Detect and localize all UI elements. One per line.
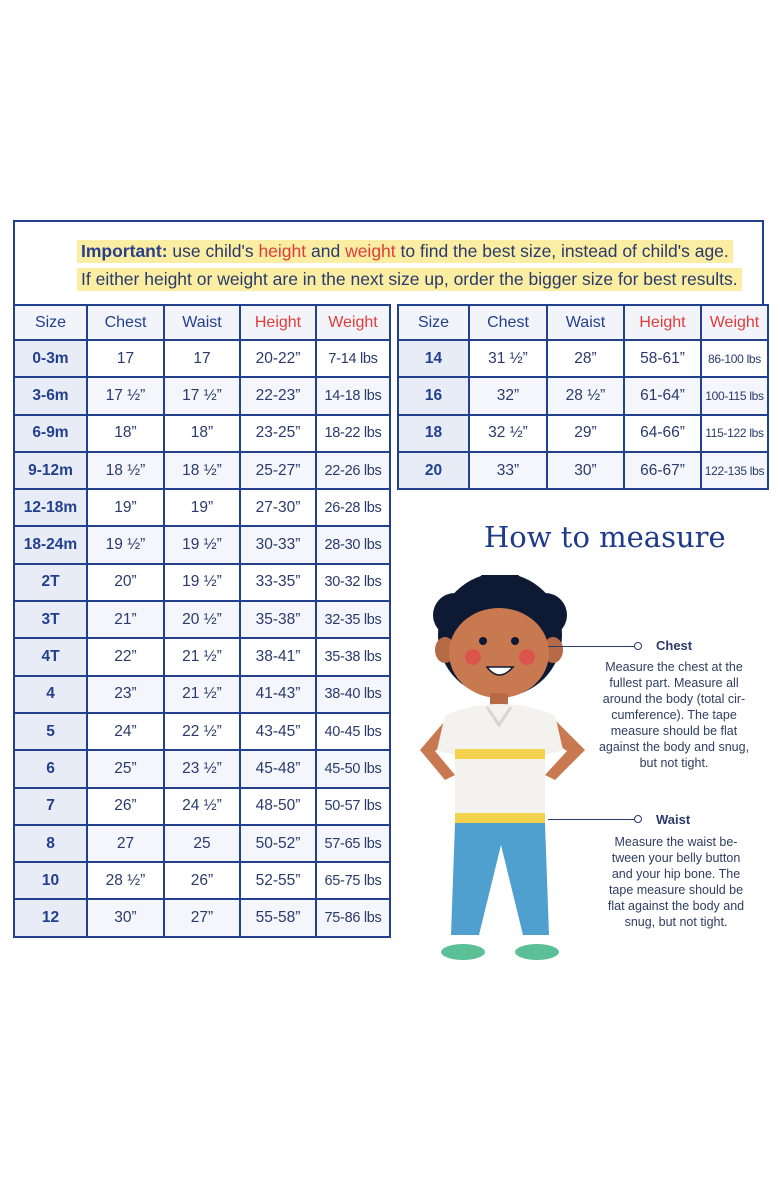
cell-size: 14 <box>398 340 469 377</box>
cell-chest: 27 <box>87 825 164 862</box>
column-header-size: Size <box>398 305 469 340</box>
table-row <box>14 452 390 489</box>
cell-size: 9-12m <box>14 452 87 489</box>
table-row <box>14 676 390 713</box>
cell-weight: 38-40 lbs <box>316 676 390 713</box>
column-header-waist: Waist <box>547 305 624 340</box>
cell-height: 23-25” <box>240 415 316 452</box>
child-illustration <box>405 575 605 970</box>
cell-weight: 115-122 lbs <box>701 415 768 452</box>
cell-weight: 40-45 lbs <box>316 713 390 750</box>
cell-weight: 28-30 lbs <box>316 526 390 563</box>
cell-weight: 14-18 lbs <box>316 377 390 414</box>
cell-size: 6 <box>14 750 87 787</box>
notice-text: use child's <box>172 241 259 261</box>
cell-height: 48-50” <box>240 788 316 825</box>
cell-height: 45-48” <box>240 750 316 787</box>
cell-size: 3T <box>14 601 87 638</box>
cell-weight: 35-38 lbs <box>316 638 390 675</box>
cell-waist: 30” <box>547 452 624 489</box>
table-row <box>14 564 390 601</box>
cell-waist: 24 ½” <box>164 788 240 825</box>
size-table-right <box>397 304 769 490</box>
cell-chest: 17 <box>87 340 164 377</box>
cell-chest: 31 ½” <box>469 340 547 377</box>
cell-weight: 122-135 lbs <box>701 452 768 489</box>
cell-weight: 7-14 lbs <box>316 340 390 377</box>
cell-height: 30-33” <box>240 526 316 563</box>
cell-size: 20 <box>398 452 469 489</box>
cell-waist: 25 <box>164 825 240 862</box>
table-row <box>14 788 390 825</box>
cell-waist: 29” <box>547 415 624 452</box>
cell-chest: 18 ½” <box>87 452 164 489</box>
waist-tape <box>455 813 545 823</box>
cell-size: 5 <box>14 713 87 750</box>
notice-line-2: If either height or weight are in the next size up, order the bigger size for best results. <box>77 268 742 291</box>
waist-dot <box>634 815 642 823</box>
cell-waist: 20 ½” <box>164 601 240 638</box>
table-row <box>14 638 390 675</box>
cell-size: 12-18m <box>14 489 87 526</box>
cell-size: 2T <box>14 564 87 601</box>
how-to-measure-title: How to measure <box>484 520 726 554</box>
cell-chest: 28 ½” <box>87 862 164 899</box>
chest-label: Chest <box>656 638 693 653</box>
cell-waist: 18 ½” <box>164 452 240 489</box>
column-header-height: Height <box>624 305 701 340</box>
cell-weight: 86-100 lbs <box>701 340 768 377</box>
cell-waist: 21 ½” <box>164 676 240 713</box>
cell-chest: 17 ½” <box>87 377 164 414</box>
cell-height: 64-66” <box>624 415 701 452</box>
cell-height: 27-30” <box>240 489 316 526</box>
cell-height: 55-58” <box>240 899 316 936</box>
important-notice <box>13 220 764 304</box>
cell-size: 7 <box>14 788 87 825</box>
waist-label: Waist <box>656 812 691 827</box>
table-row <box>14 415 390 452</box>
cell-height: 41-43” <box>240 676 316 713</box>
cell-waist: 28” <box>547 340 624 377</box>
face-shape <box>449 608 549 698</box>
table-row <box>14 601 390 638</box>
column-header-chest: Chest <box>87 305 164 340</box>
cell-waist: 19 ½” <box>164 564 240 601</box>
waist-leader-line <box>548 819 636 820</box>
cell-weight: 26-28 lbs <box>316 489 390 526</box>
cell-chest: 25” <box>87 750 164 787</box>
cell-waist: 18” <box>164 415 240 452</box>
cell-weight: 50-57 lbs <box>316 788 390 825</box>
cell-size: 10 <box>14 862 87 899</box>
cell-size: 12 <box>14 899 87 936</box>
table-row <box>398 452 768 489</box>
waist-description: Measure the waist be-tween your belly button and your hip bone. The tape measure should be flat against the body and snug, but not tight. <box>607 835 745 929</box>
cell-waist: 17 ½” <box>164 377 240 414</box>
cell-size: 18-24m <box>14 526 87 563</box>
cell-weight: 32-35 lbs <box>316 601 390 638</box>
weight-highlight: weight <box>345 241 396 261</box>
table-row <box>398 377 768 414</box>
table-row <box>14 377 390 414</box>
cell-chest: 30” <box>87 899 164 936</box>
cell-weight: 65-75 lbs <box>316 862 390 899</box>
cell-chest: 23” <box>87 676 164 713</box>
column-header-weight: Weight <box>701 305 768 340</box>
notice-text: to find the best size, instead of child's age. <box>395 241 729 261</box>
cell-waist: 28 ½” <box>547 377 624 414</box>
cell-size: 8 <box>14 825 87 862</box>
cell-chest: 19 ½” <box>87 526 164 563</box>
cell-size: 3-6m <box>14 377 87 414</box>
cell-weight: 18-22 lbs <box>316 415 390 452</box>
cell-height: 58-61” <box>624 340 701 377</box>
chest-description: Measure the chest at the fullest part. Measure all around the body (total cir-cumference). The tape measure should be flat against the body and snug, but not tight. <box>598 660 750 770</box>
cell-height: 43-45” <box>240 713 316 750</box>
cell-size: 6-9m <box>14 415 87 452</box>
table-row <box>14 340 390 377</box>
cell-height: 20-22” <box>240 340 316 377</box>
column-header-chest: Chest <box>469 305 547 340</box>
table-row <box>14 713 390 750</box>
cell-size: 4 <box>14 676 87 713</box>
cell-height: 66-67” <box>624 452 701 489</box>
column-header-height: Height <box>240 305 316 340</box>
cell-chest: 21” <box>87 601 164 638</box>
cell-size: 4T <box>14 638 87 675</box>
table-row <box>14 489 390 526</box>
table-row <box>14 526 390 563</box>
cell-chest: 32 ½” <box>469 415 547 452</box>
table-row <box>14 825 390 862</box>
cell-height: 25-27” <box>240 452 316 489</box>
cell-height: 22-23” <box>240 377 316 414</box>
cell-height: 50-52” <box>240 825 316 862</box>
cell-weight: 22-26 lbs <box>316 452 390 489</box>
table-row <box>14 750 390 787</box>
cell-height: 38-41” <box>240 638 316 675</box>
cell-weight: 75-86 lbs <box>316 899 390 936</box>
column-header-weight: Weight <box>316 305 390 340</box>
cell-height: 35-38” <box>240 601 316 638</box>
cell-waist: 19” <box>164 489 240 526</box>
height-highlight: height <box>258 241 307 261</box>
cell-waist: 17 <box>164 340 240 377</box>
cell-waist: 26” <box>164 862 240 899</box>
table-row <box>398 340 768 377</box>
cell-weight: 45-50 lbs <box>316 750 390 787</box>
cell-chest: 26” <box>87 788 164 825</box>
cell-height: 52-55” <box>240 862 316 899</box>
column-header-waist: Waist <box>164 305 240 340</box>
column-header-size: Size <box>14 305 87 340</box>
cell-waist: 19 ½” <box>164 526 240 563</box>
chest-leader-line <box>548 646 636 647</box>
cell-height: 61-64” <box>624 377 701 414</box>
cell-weight: 30-32 lbs <box>316 564 390 601</box>
cell-size: 0-3m <box>14 340 87 377</box>
table-row <box>14 862 390 899</box>
cell-weight: 100-115 lbs <box>701 377 768 414</box>
cell-chest: 33” <box>469 452 547 489</box>
cell-waist: 22 ½” <box>164 713 240 750</box>
cell-waist: 21 ½” <box>164 638 240 675</box>
cell-chest: 32” <box>469 377 547 414</box>
cell-size: 18 <box>398 415 469 452</box>
cell-waist: 23 ½” <box>164 750 240 787</box>
pants-shape <box>451 823 549 935</box>
size-table-left <box>13 304 391 938</box>
cell-chest: 19” <box>87 489 164 526</box>
chest-dot <box>634 642 642 650</box>
cell-chest: 18” <box>87 415 164 452</box>
cell-chest: 20” <box>87 564 164 601</box>
chest-tape <box>455 749 545 759</box>
table-row <box>14 899 390 936</box>
important-label: Important: <box>81 241 168 261</box>
cell-size: 16 <box>398 377 469 414</box>
cell-weight: 57-65 lbs <box>316 825 390 862</box>
cell-chest: 24” <box>87 713 164 750</box>
cell-chest: 22” <box>87 638 164 675</box>
table-row <box>398 415 768 452</box>
cell-height: 33-35” <box>240 564 316 601</box>
notice-text: and <box>306 241 346 261</box>
cell-waist: 27” <box>164 899 240 936</box>
notice-line-1 <box>77 240 733 263</box>
